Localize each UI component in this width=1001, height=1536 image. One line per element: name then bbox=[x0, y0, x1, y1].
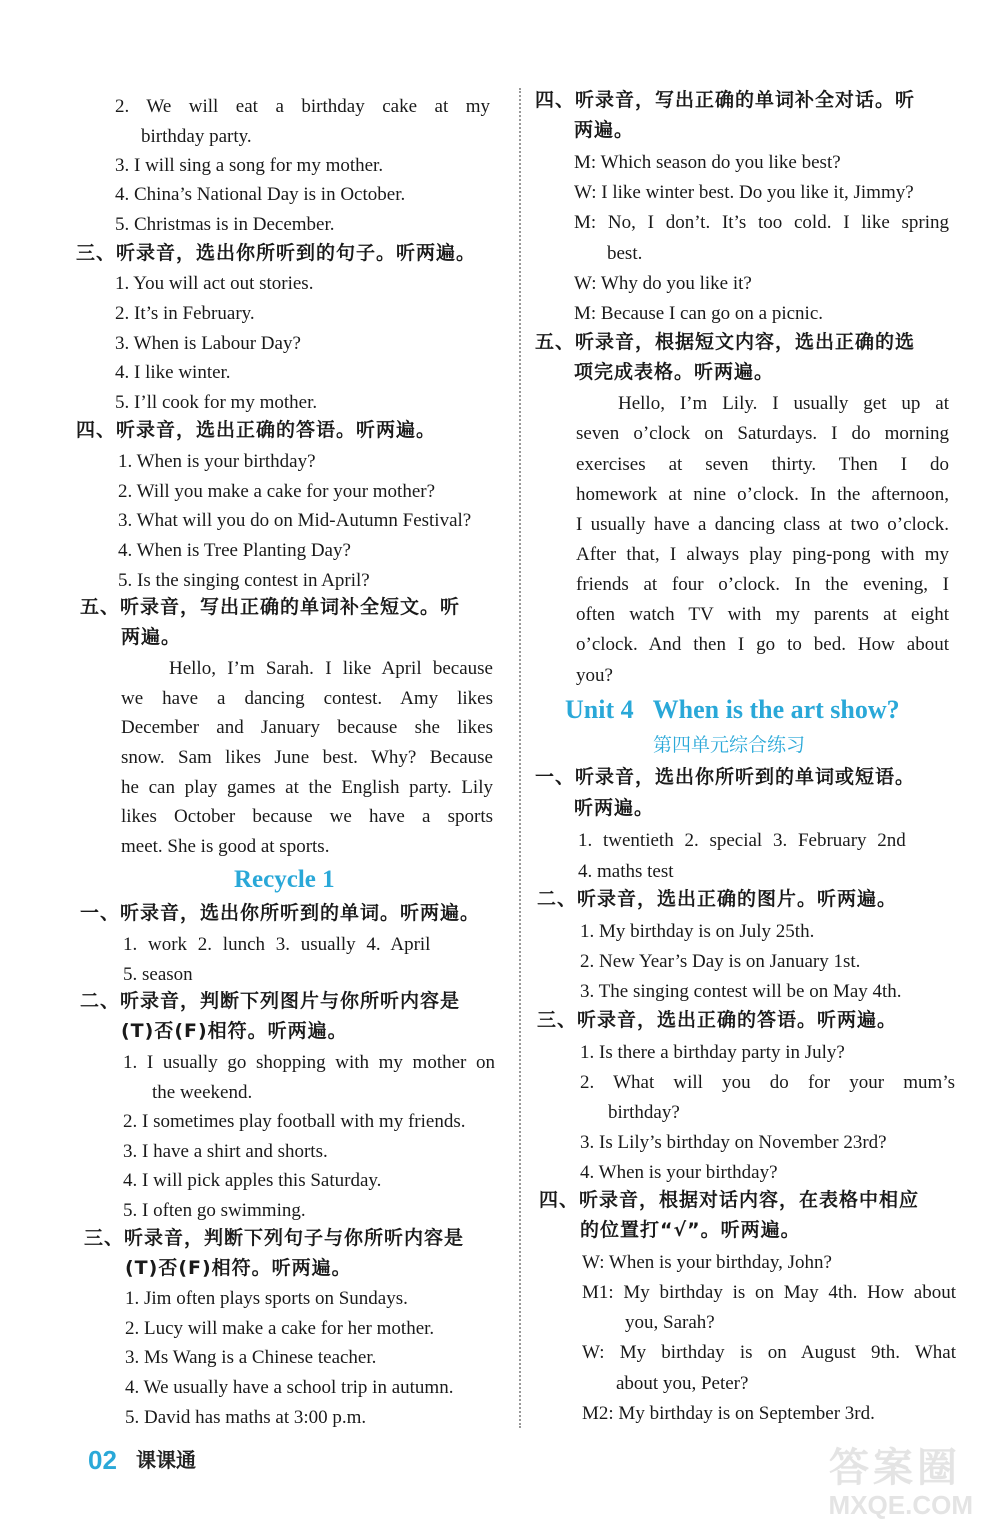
section-heading: 三、听录音，判断下列句子与你所听内容是 bbox=[84, 1227, 465, 1249]
page-number: 02 bbox=[88, 1445, 117, 1475]
text-line: 3. The singing contest will be on May 4th. bbox=[580, 981, 902, 1002]
text-line: 3. I will sing a song for my mother. bbox=[115, 155, 384, 176]
text-line: 4. We usually have a school trip in autumn. bbox=[125, 1377, 454, 1398]
text-line: birthday? bbox=[608, 1102, 680, 1123]
section-heading: 项完成表格。听两遍。 bbox=[574, 361, 775, 383]
section-heading: 三、听录音，选出正确的答语。听两遍。 bbox=[537, 1009, 898, 1031]
passage-line: we have a dancing contest. Amy likes bbox=[121, 688, 493, 709]
text-line: 1. Is there a birthday party in July? bbox=[580, 1042, 845, 1063]
text-line: 4. I will pick apples this Saturday. bbox=[123, 1170, 382, 1191]
text-line: 4. maths test bbox=[578, 861, 674, 882]
passage-line: likes October because we have a sports bbox=[121, 806, 493, 827]
section-heading: 两遍。 bbox=[574, 119, 635, 141]
column-divider bbox=[519, 88, 521, 1428]
text-line: 1. I usually go shopping with my mother on bbox=[123, 1052, 495, 1073]
section-heading: 二、听录音，判断下列图片与你所听内容是 bbox=[80, 990, 461, 1012]
text-line: 3. Ms Wang is a Chinese teacher. bbox=[125, 1347, 377, 1368]
text-line: 3. What will you do on Mid-Autumn Festival? bbox=[118, 510, 472, 531]
text-line: 5. season bbox=[123, 964, 193, 985]
recycle-title: Recycle 1 bbox=[234, 866, 335, 893]
watermark-logo bbox=[819, 1445, 989, 1528]
dialogue-line: W: My birthday is on August 9th. What bbox=[582, 1342, 956, 1363]
text-line: 2. Lucy will make a cake for her mother. bbox=[125, 1318, 435, 1339]
unit-title: Unit 4 When is the art show? bbox=[565, 695, 900, 724]
watermark-text: 答案圈 bbox=[829, 1445, 961, 1491]
passage-line: Hello, I’m Lily. I usually get up at bbox=[618, 393, 949, 414]
text-line: 2. We will eat a birthday cake at my bbox=[115, 96, 490, 117]
text-line: 1. Jim often plays sports on Sundays. bbox=[125, 1288, 408, 1309]
passage-line: December and January because she likes bbox=[121, 717, 493, 738]
section-heading: 四、听录音，根据对话内容，在表格中相应 bbox=[539, 1189, 920, 1211]
text-line: 5. David has maths at 3:00 p.m. bbox=[125, 1407, 367, 1428]
text-line: 3. When is Labour Day? bbox=[115, 333, 301, 354]
text-line: 1. You will act out stories. bbox=[115, 273, 314, 294]
text-line: birthday party. bbox=[141, 126, 252, 147]
text-line: 3. Is Lily’s birthday on November 23rd? bbox=[580, 1132, 887, 1153]
text-line: 5. I often go swimming. bbox=[123, 1200, 306, 1221]
section-heading: 二、听录音，选出正确的图片。听两遍。 bbox=[537, 888, 898, 910]
watermark-url: MXQE.COM bbox=[828, 1490, 973, 1520]
dialogue-line: M: Which season do you like best? bbox=[574, 152, 841, 173]
passage-line: I usually have a dancing class at two o’clock. bbox=[576, 514, 949, 535]
dialogue-line: M: Because I can go on a picnic. bbox=[574, 303, 824, 324]
section-heading: 三、听录音，选出你所听到的句子。听两遍。 bbox=[76, 242, 477, 264]
text-line: 1. twentieth 2. special 3. February 2nd bbox=[578, 830, 906, 851]
text-line: 1. My birthday is on July 25th. bbox=[580, 921, 815, 942]
text-line: 4. When is Tree Planting Day? bbox=[118, 540, 351, 561]
section-heading: 一、听录音，选出你所听到的单词或短语。 bbox=[535, 766, 916, 788]
book-brand: 课课通 bbox=[136, 1448, 196, 1472]
passage-line: seven o’clock on Saturdays. I do morning bbox=[576, 423, 949, 444]
text-line: 4. When is your birthday? bbox=[580, 1162, 778, 1183]
passage-line: he can play games at the English party. Lily bbox=[121, 777, 493, 798]
section-heading: (T)否(F)相符。听两遍。 bbox=[125, 1257, 352, 1279]
dialogue-line: best. bbox=[607, 243, 643, 264]
section-heading: 的位置打“√”。听两遍。 bbox=[580, 1219, 801, 1241]
passage-line: friends at four o’clock. In the evening, I bbox=[576, 574, 949, 595]
dialogue-line: W: I like winter best. Do you like it, Jimmy? bbox=[574, 182, 914, 203]
dialogue-line: M: No, I don’t. It’s too cold. I like spring bbox=[574, 212, 949, 233]
dialogue-line: M1: My birthday is on May 4th. How about bbox=[582, 1282, 956, 1303]
section-heading: 两遍。 bbox=[121, 626, 182, 648]
text-line: 4. I like winter. bbox=[115, 362, 231, 383]
text-line: 5. I’ll cook for my mother. bbox=[115, 392, 318, 413]
dialogue-line: M2: My birthday is on September 3rd. bbox=[582, 1403, 875, 1424]
text-line: 2. Will you make a cake for your mother? bbox=[118, 481, 436, 502]
passage-line: you? bbox=[576, 665, 613, 686]
dialogue-line: about you, Peter? bbox=[616, 1373, 749, 1394]
passage-line: snow. Sam likes June best. Why? Because bbox=[121, 747, 493, 768]
unit-subtitle: 第四单元综合练习 bbox=[653, 734, 806, 756]
text-line: 2. I sometimes play football with my friends. bbox=[123, 1111, 466, 1132]
section-heading: 五、听录音，根据短文内容，选出正确的选 bbox=[535, 331, 916, 353]
section-heading: 五、听录音，写出正确的单词补全短文。听 bbox=[80, 596, 461, 618]
passage-line: homework at nine o’clock. In the afternoon, bbox=[576, 484, 949, 505]
text-line: 1. When is your birthday? bbox=[118, 451, 316, 472]
passage-line: exercises at seven thirty. Then I do bbox=[576, 454, 949, 475]
text-line: 3. I have a shirt and shorts. bbox=[123, 1141, 328, 1162]
section-heading: (T)否(F)相符。听两遍。 bbox=[121, 1020, 348, 1042]
passage-line: After that, I always play ping-pong with my bbox=[576, 544, 949, 565]
text-line: 2. It’s in February. bbox=[115, 303, 255, 324]
dialogue-line: W: When is your birthday, John? bbox=[582, 1252, 832, 1273]
text-line: 5. Is the singing contest in April? bbox=[118, 570, 370, 591]
dialogue-line: you, Sarah? bbox=[625, 1312, 715, 1333]
section-heading: 四、听录音，选出正确的答语。听两遍。 bbox=[76, 419, 437, 441]
section-heading: 听两遍。 bbox=[574, 797, 655, 819]
text-line: 2. What will you do for your mum’s bbox=[580, 1072, 955, 1093]
section-heading: 一、听录音，选出你所听到的单词。听两遍。 bbox=[80, 902, 481, 924]
text-line: 4. China’s National Day is in October. bbox=[115, 184, 406, 205]
dialogue-line: W: Why do you like it? bbox=[574, 273, 752, 294]
text-line: 1. work 2. lunch 3. usually 4. April bbox=[123, 934, 431, 955]
text-line: 2. New Year’s Day is on January 1st. bbox=[580, 951, 861, 972]
text-line: 5. Christmas is in December. bbox=[115, 214, 335, 235]
passage-line: Hello, I’m Sarah. I like April because bbox=[169, 658, 493, 679]
passage-line: often watch TV with my parents at eight bbox=[576, 604, 949, 625]
passage-line: o’clock. And then I go to bed. How about bbox=[576, 634, 949, 655]
text-line: the weekend. bbox=[152, 1082, 253, 1103]
section-heading: 四、听录音，写出正确的单词补全对话。听 bbox=[535, 89, 916, 111]
passage-line: meet. She is good at sports. bbox=[121, 836, 330, 857]
